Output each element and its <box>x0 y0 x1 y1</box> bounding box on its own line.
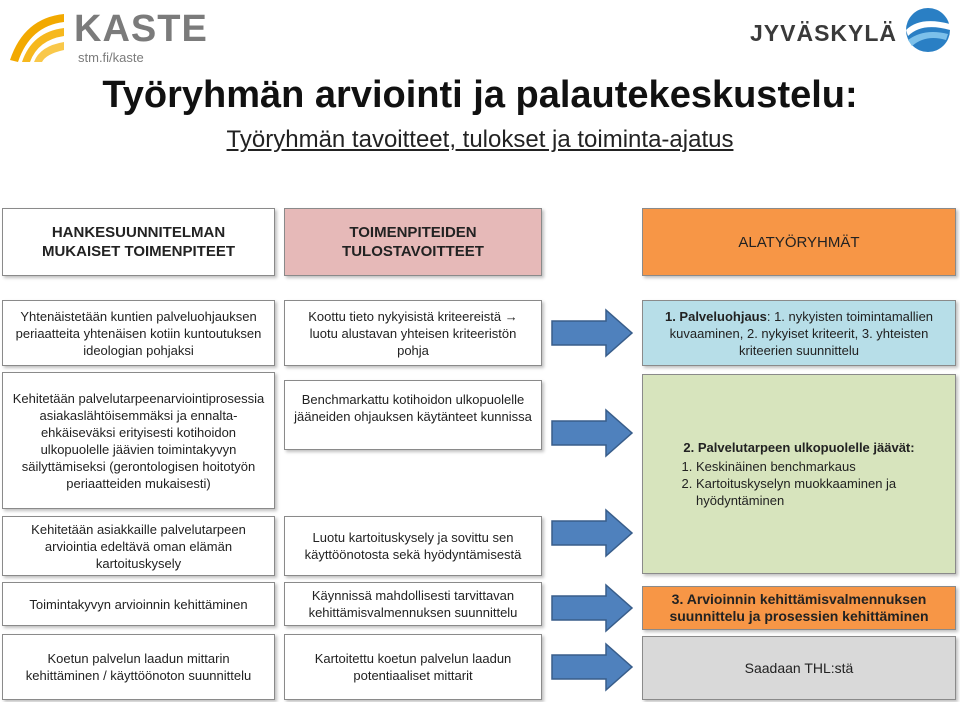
col3-box-1-lead: 1. Palveluohjaus <box>664 308 767 324</box>
jyvaskyla-wave-icon <box>900 6 956 54</box>
col1-item-3: Kehitetään asiakkaille palvelutarpeen arviointia edeltävä oman elämän kartoituskysely <box>2 516 275 576</box>
col2-item-5: Kartoitettu koetun palvelun laadun potentiaaliset mittarit <box>284 634 542 700</box>
col1-item-2: Kehitetään palvelutarpeenarviointiprosessia asiakaslähtöisemmäksi ja ennalta-ehkäiseväksi erityisesti kotihoidon ulkopuolelle jäävien toimintakyvyn säilyttämiseksi (gerontologisen hoitotyön periaatteiden mukaisesti) <box>2 372 275 509</box>
col3-box-2-content <box>674 439 924 509</box>
col2-item-4: Käynnissä mahdollisesti tarvittavan kehittämisvalmennuksen suunnittelu <box>284 582 542 626</box>
kaste-sun-icon <box>6 10 68 66</box>
col3-box-3: 3. Arvioinnin kehittämisvalmennuksen suunnittelu ja prosessien kehittäminen <box>642 586 956 630</box>
page-title: Työryhmän arviointi ja palautekeskustelu: <box>102 74 858 116</box>
arrow-right-icon <box>550 308 634 358</box>
col3-box-1-text: : 1. nykyisten toimintamallien kuvaaminen, 2. nykyiset kriteerit, 3. yhteisten kriteerien suunnittelu <box>669 308 934 358</box>
list-item: 2. Kartoituskyselyn muokkaaminen ja hyödyntäminen <box>696 475 924 509</box>
page-subtitle: Työryhmän tavoitteet, tulokset ja toiminta-ajatus <box>226 126 734 153</box>
header-col1: HANKESUUNNITELMAN MUKAISET TOIMENPITEET <box>2 208 275 276</box>
header-col3: ALATYÖRYHMÄT <box>642 208 956 276</box>
header-col2: TOIMENPITEIDEN TULOSTAVOITTEET <box>284 208 542 276</box>
col1-item-4: Toimintakyvyn arvioinnin kehittäminen <box>2 582 275 626</box>
kaste-logo <box>6 8 206 68</box>
col3-box-4: Saadaan THL:stä <box>642 636 956 700</box>
col2-item-1: Koottu tieto nykyisistä kriteereistä → luotu alustavan yhteisen kriteeristön pohja <box>284 300 542 366</box>
col2-item-2 <box>284 380 542 450</box>
arrow-right-icon <box>550 508 634 558</box>
kaste-url: stm.fi/kaste <box>78 50 144 65</box>
col2-item-3: Luotu kartoituskysely ja sovittu sen käyttöönotosta sekä hyödyntämisestä <box>284 516 542 576</box>
col3-box-2-list <box>674 458 924 509</box>
arrow-right-icon <box>550 642 634 692</box>
kaste-wordmark: KASTE <box>74 8 208 50</box>
col3-box-1-content <box>651 308 947 359</box>
arrow-right-icon <box>550 583 634 633</box>
col3-box-1 <box>642 300 956 366</box>
jyvaskyla-wordmark: JYVÄSKYLÄ <box>750 20 898 46</box>
list-item: 1. Keskinäinen benchmarkaus <box>696 458 924 475</box>
col1-item-1: Yhtenäistetään kuntien palveluohjauksen periaatteita yhtenäisen kotiin kuntoutuksen ideologian pohjaksi <box>2 300 275 366</box>
jyvaskyla-logo <box>750 6 960 56</box>
col2-item-2-text: Benchmarkattu kotihoidon ulkopuolelle jääneiden ohjauksen käytänteet kunnissa <box>294 392 532 424</box>
arrow-right-icon <box>550 408 634 458</box>
col1-item-5: Koetun palvelun laadun mittarin kehittäminen / käyttöönoton suunnittelu <box>2 634 275 700</box>
col3-box-2 <box>642 374 956 574</box>
col3-box-2-lead: 2. Palvelutarpeen ulkopuolelle jäävät: <box>683 440 915 455</box>
